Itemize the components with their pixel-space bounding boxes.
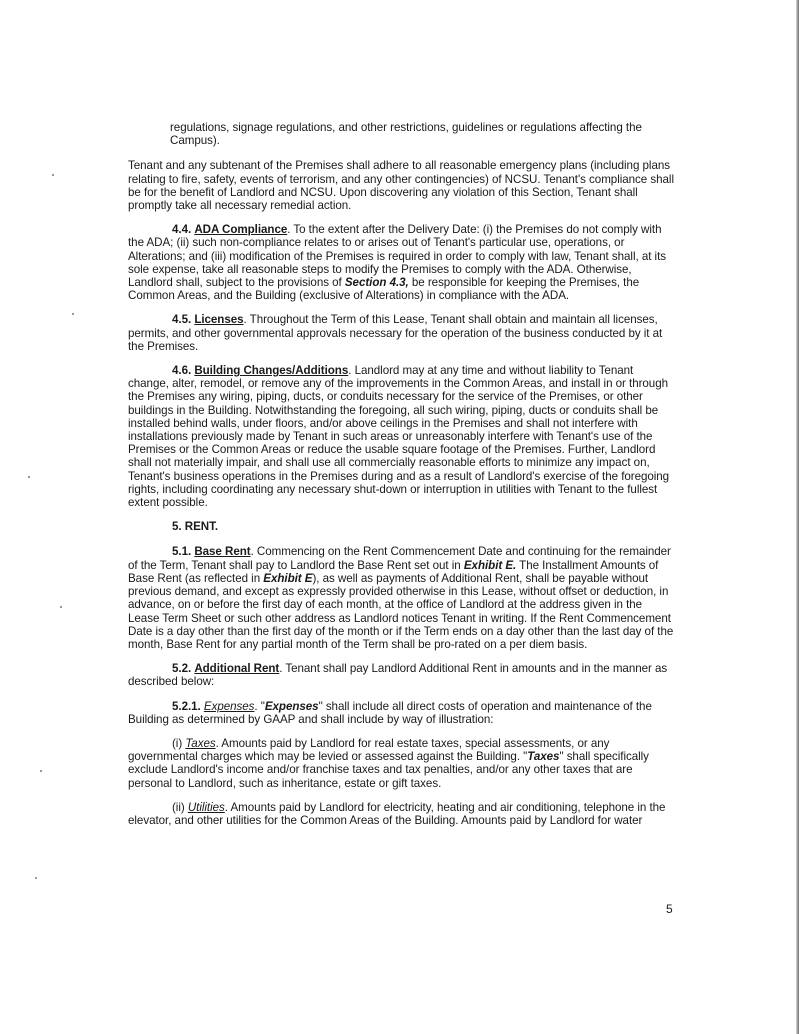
section-text: . Tenant shall pay Landlord Additional Rent in amounts and in the manner as described below: <box>128 662 668 689</box>
item-ii-utilities <box>128 801 676 827</box>
item-number: (ii) <box>172 800 185 814</box>
exhibit-reference: Exhibit E <box>263 571 313 585</box>
section-number: 4.5. <box>172 313 192 327</box>
section-title: Building Changes/Additions <box>194 364 349 378</box>
emergency-plans-paragraph: Tenant and any subtenant of the Premises shall adhere to all reasonable emergency plans (including plans relating to fire, safety, events of terrorism, and any other contingencies) of NCSU. Tenant's compliance shall be for the benefit of Landlord and NCSU. Upon discovering any violation of this Section, Tenant shall promptly take all necessary remedial action. <box>128 159 674 213</box>
section-text: . Landlord may at any time and without liability to Tenant change, alter, remodel, or remove any of the improvements in the Common Areas, and install in or through the Premises any wiring, piping, ducts, or conduits necessary for the service of the Premises, or other buildings in the Building. Notwithstanding the foregoing, all such wiring, piping, ducts or conduits shall be installed behind walls, under floors, and/or above ceilings in the Premises and shall not interfere with installations previously made by Tenant in such areas or unreasonably interfere with Tenant's use of the Premises or the Common Areas or reduce the usable square footage of the Premises. Further, Landlord shall not materially impair, and shall use all commercially reasonable efforts to minimize any impact on, Tenant's business operations in the Premises during and as a result of Landlord's exercise of the foregoing rights, including coordinating any necessary shut-down or interruption in utilities with Tenant to the fullest extent possible. <box>128 364 670 510</box>
defined-term: Expenses <box>264 699 319 713</box>
continuation-paragraph: regulations, signage regulations, and other restrictions, guidelines or regulations affecting the Campus). <box>170 121 642 148</box>
section-title: Base Rent <box>194 545 251 559</box>
section-text: . " <box>254 699 265 713</box>
section-5-2-additional-rent <box>128 662 676 688</box>
scan-speck <box>35 877 37 879</box>
section-text: . Commencing on the Rent Commencement Date and continuing for the remainder of the Term, Tenant shall pay to Landlord the Base Rent set out in <box>128 545 671 572</box>
section-number: 5.1. <box>172 545 192 559</box>
section-text: . Throughout the Term of this Lease, Tenant shall obtain and maintain all licenses, permits, and other governmental approvals necessary for the operation of the business conducted by it at the Premises. <box>128 313 663 353</box>
section-5-1-base-rent <box>128 545 676 651</box>
item-title: Utilities <box>187 800 225 814</box>
section-number: 5.2.1. <box>172 699 201 713</box>
exhibit-reference: Exhibit E. <box>463 558 517 572</box>
scan-speck <box>40 770 42 772</box>
scan-speck <box>72 313 74 315</box>
section-5-heading: 5. RENT. <box>172 520 218 534</box>
item-text: . Amounts paid by Landlord for real estate taxes, special assessments, or any governmental charges which may be levied or assessed against the Building. " <box>128 736 610 764</box>
section-text: The Installment Amounts of Base Rent (as reflected in <box>128 558 659 585</box>
section-text: be responsible for keeping the Premises, the Common Areas, and the Building (exclusive of Alterations) in compliance with the ADA. <box>128 276 640 303</box>
section-4-4-ada-compliance <box>128 223 676 302</box>
section-title: Licenses <box>194 313 244 327</box>
item-title: Taxes <box>185 736 216 750</box>
item-number: (i) <box>172 736 183 750</box>
section-reference: Section 4.3, <box>344 276 409 290</box>
section-5-2-1-expenses <box>128 700 676 726</box>
section-title: ADA Compliance <box>194 223 288 237</box>
document-body <box>128 121 676 838</box>
section-text: ), as well as payments of Additional Rent, shall be payable without previous demand, and except as expressly provided otherwise in this Lease, without offset or deduction, in advance, on or before the first day of each month, at the office of Landlord at the address given in the Lease Term Sheet or such other address as Landlord notices Tenant in writing. If the Rent Commencement Date is a day other than the first day of the month or if the Term ends on a day other than the last day of the month, Base Rent for any partial month of the Term shall be pro-rated on a per diem basis. <box>128 571 674 651</box>
scan-speck <box>52 174 54 176</box>
section-title: Expenses <box>203 699 255 713</box>
section-4-5-licenses <box>128 313 676 353</box>
scan-speck <box>60 606 62 608</box>
section-number: 4.4. <box>172 223 192 237</box>
scan-speck <box>28 476 30 478</box>
section-number: 4.6. <box>172 364 192 378</box>
section-number: 5.2. <box>172 662 192 676</box>
item-text: . Amounts paid by Landlord for electricity, heating and air conditioning, telephone in the elevator, and other utilities for the Common Areas of the Building. Amounts paid by Landlord for water <box>128 800 666 827</box>
section-text: " shall include all direct costs of operation and maintenance of the Building as determined by GAAP and shall include by way of illustration: <box>128 699 652 726</box>
section-text: . To the extent after the Delivery Date: (i) the Premises do not comply with the ADA; (ii) such non-compliance relates to or arises out of Tenant's particular use, operations, or Alterations; and (iii) modification of the Premises is required in order to comply with law, Tenant shall, at its sole expense, take all reasonable steps to modify the Premises to comply with the ADA. Otherwise, Landlord shall, subject to the provisions of <box>128 223 666 290</box>
section-title: Additional Rent <box>194 662 280 676</box>
item-text: " shall specifically exclude Landlord's income and/or franchise taxes and tax penalties, and/or any other taxes that are personal to Landlord, such as inheritance, estate or gift taxes. <box>128 750 649 790</box>
section-4-6-building-changes <box>128 364 676 509</box>
item-i-taxes <box>128 737 676 790</box>
defined-term: Taxes <box>527 750 560 764</box>
page-number: 5 <box>666 902 673 916</box>
